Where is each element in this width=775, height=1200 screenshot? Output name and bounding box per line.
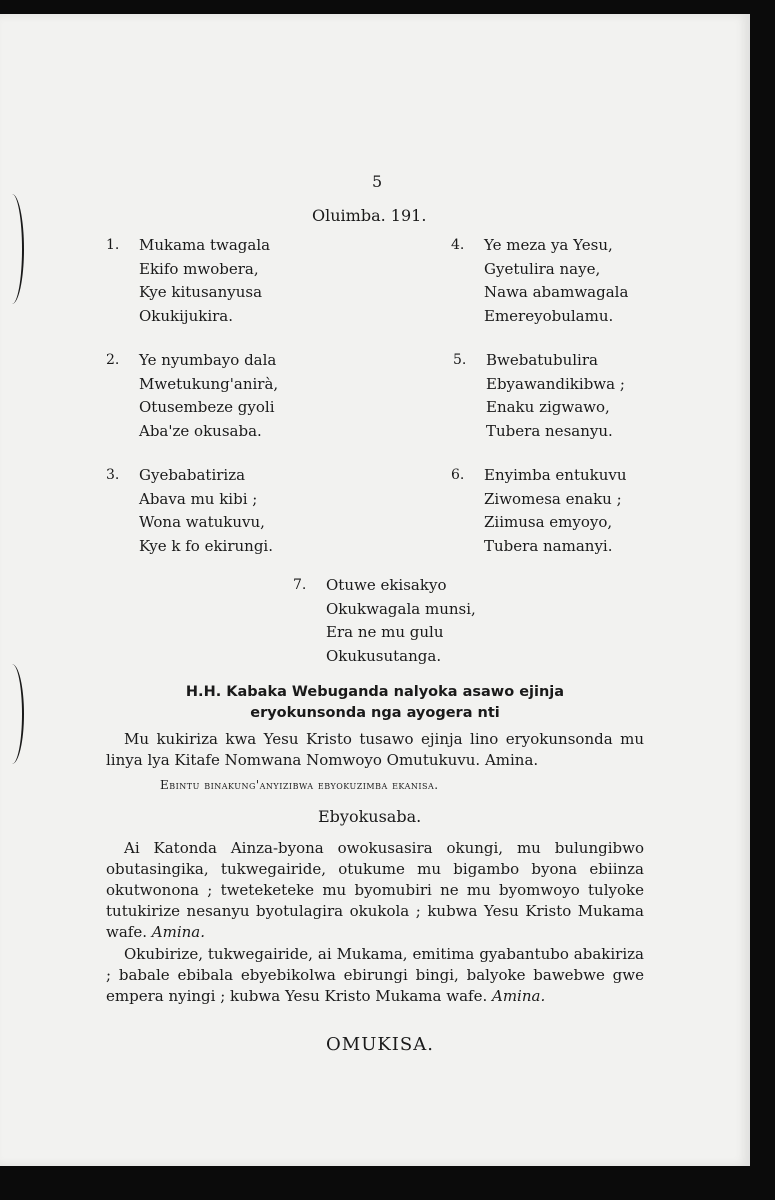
stanza-line: Ziimusa emyoyo, xyxy=(484,513,613,532)
psalm-title: Oluimba. 191. xyxy=(312,206,427,225)
stanza-number: 7. xyxy=(293,577,307,593)
stanza-number: 3. xyxy=(106,467,120,483)
ceremony-heading xyxy=(100,682,650,724)
stanza-line: Kye kitusanyusa xyxy=(139,283,263,302)
binding-mark xyxy=(0,194,24,304)
stanza-number: 1. xyxy=(106,237,120,253)
document-page xyxy=(0,14,750,1166)
paragraph-prayer-2 xyxy=(106,944,644,1007)
paragraph-foundation: Mu kukiriza kwa Yesu Kristo tusawo ejinja lino eryokunsonda mu linya lya Kitafe Nomwana Nomwoyo Omutukuvu. Amina. xyxy=(106,730,644,769)
stanza-line: Ekifo mwobera, xyxy=(139,259,259,278)
stanza-6 xyxy=(451,464,627,558)
blessing-title: OMUKISA. xyxy=(326,1034,434,1055)
binding-mark xyxy=(0,664,24,764)
stanza-number: 4. xyxy=(451,237,465,253)
stanza-line: Enyimba entukuvu xyxy=(484,466,627,484)
prayer-text: Okubirize, tukwegairide, ai Mukama, emitima gyabantubo abakiriza ; babale ebibala ebyebikolwa ebirungi bingi, balyoke bawebwe gwe empera nyingi ; kubwa Yesu Kristo Mukama wafe. xyxy=(106,945,644,1005)
stanza-number: 5. xyxy=(453,352,467,368)
stanza-1 xyxy=(106,234,271,328)
stanza-line: Wona watukuvu, xyxy=(139,513,265,532)
stanza-line: Mwetukung'anirà, xyxy=(139,374,279,393)
stanza-line: Abava mu kibi ; xyxy=(139,489,258,508)
stanza-7 xyxy=(293,574,476,668)
stanza-4 xyxy=(451,234,629,328)
stanza-line: Mukama twagala xyxy=(139,236,271,254)
prayers-title: Ebyokusaba. xyxy=(318,807,422,826)
stanza-line: Ebyawandikibwa ; xyxy=(486,374,625,393)
stanza-2 xyxy=(106,349,279,443)
stanza-line: Kye k fo ekirungi. xyxy=(139,536,273,555)
prayer-text: Ai Katonda Ainza-byona owokusasira okungi, mu bulungibwo obutasingika, tukwegairide, otukume mu bigambo byona ebiinza okutwonona ; tweteketeke mu byomubiri ne mu byomwoyo tulyoke tutukirize nesanyu byotulagira okukola ; kubwa Yesu Kristo Mukama wafe. xyxy=(106,839,644,941)
prayer-amen: Amina. xyxy=(492,987,546,1005)
stanza-line: Tubera namanyi. xyxy=(484,536,613,555)
stanza-line: Nawa abamwagala xyxy=(484,283,629,302)
heading-line: H.H. Kabaka Webuganda nalyoka asawo ejinja xyxy=(185,684,565,700)
stanza-line: Emereyobulamu. xyxy=(484,306,614,325)
stanza-line: Era ne mu gulu xyxy=(326,623,444,642)
stanza-line: Ziwomesa enaku ; xyxy=(484,489,622,508)
stanza-5 xyxy=(453,349,625,443)
stanza-line: Otuwe ekisakyo xyxy=(326,576,447,594)
paragraph-prayer-1 xyxy=(106,838,644,943)
page-number: 5 xyxy=(372,172,383,191)
stanza-line: Enaku zigwawo, xyxy=(486,398,610,417)
stanza-line: Okukijukira. xyxy=(139,306,234,325)
stanza-line: Bwebatubulira xyxy=(486,351,598,369)
collection-note: Ebintu binakung'anyizibwa ebyokuzimba ekanisa. xyxy=(160,778,439,792)
heading-line: eryokunsonda nga ayogera nti xyxy=(250,705,500,721)
stanza-line: Gyetulira naye, xyxy=(484,259,601,278)
stanza-number: 6. xyxy=(451,467,465,483)
stanza-line: Ye nyumbayo dala xyxy=(139,351,277,369)
stanza-line: Aba'ze okusaba. xyxy=(139,421,262,440)
stanza-line: Okukusutanga. xyxy=(326,646,442,665)
stanza-line: Tubera nesanyu. xyxy=(486,421,613,440)
stanza-line: Otusembeze gyoli xyxy=(139,398,275,417)
stanza-number: 2. xyxy=(106,352,120,368)
stanza-line: Okukwagala munsi, xyxy=(326,599,476,618)
stanza-line: Ye meza ya Yesu, xyxy=(484,236,613,254)
stanza-3 xyxy=(106,464,273,558)
stanza-line: Gyebabatiriza xyxy=(139,466,246,484)
prayer-amen: Amina. xyxy=(151,923,205,941)
